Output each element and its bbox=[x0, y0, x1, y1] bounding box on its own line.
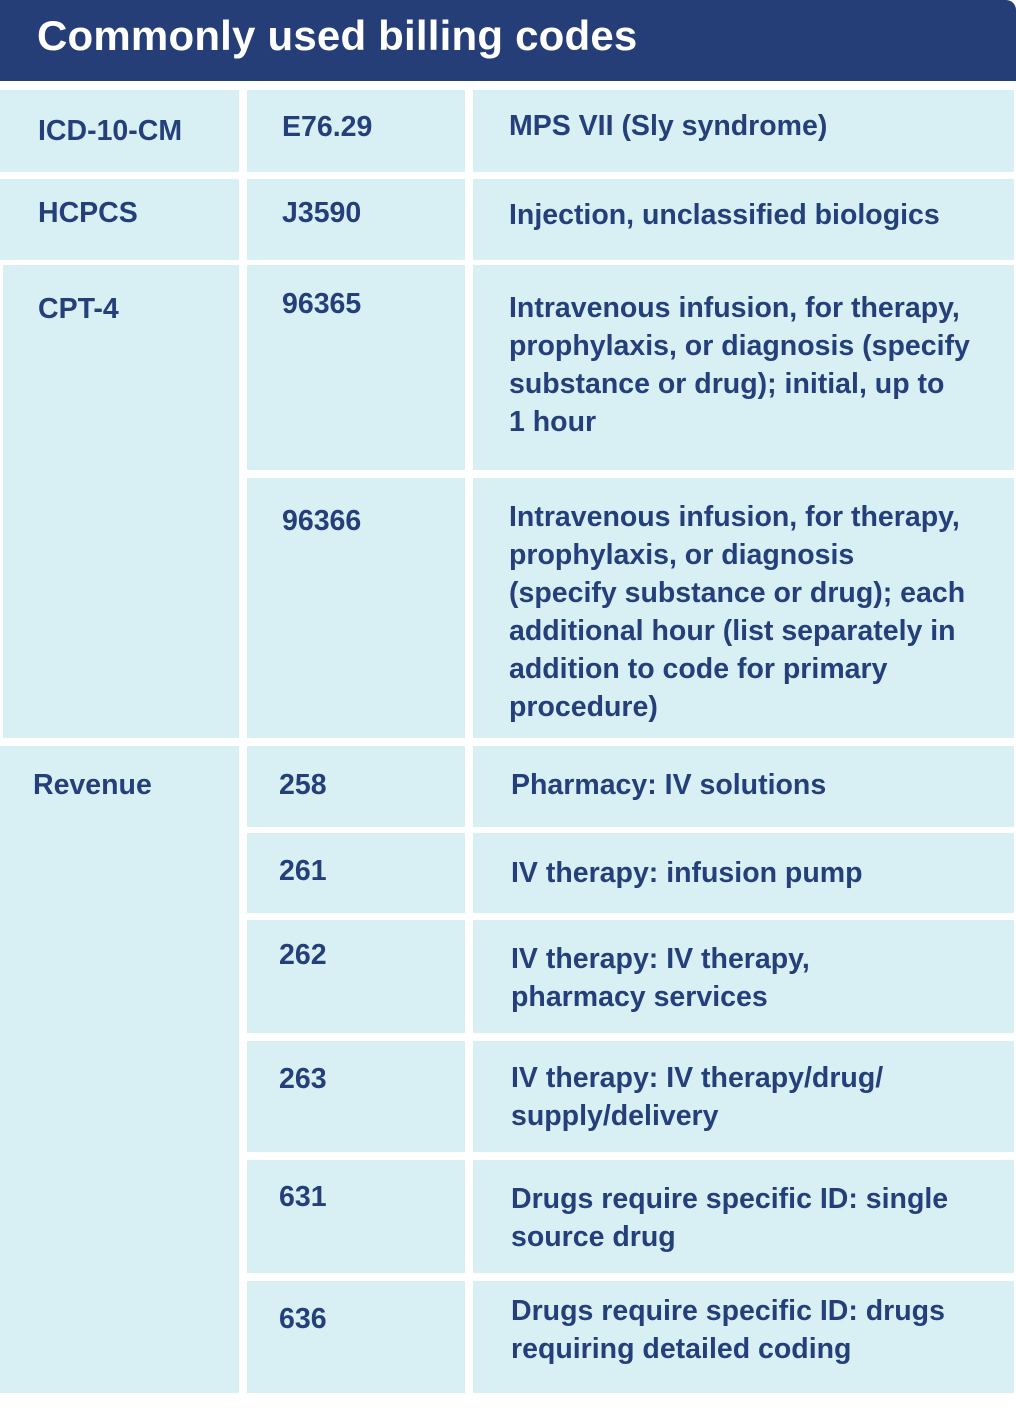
description-cell bbox=[473, 920, 1014, 1033]
code-cell bbox=[247, 1281, 465, 1393]
description-cell bbox=[473, 179, 1014, 260]
description-text: IV therapy: infusion pump bbox=[511, 857, 863, 889]
code-value: J3590 bbox=[282, 197, 362, 229]
group-label: ICD-10-CM bbox=[38, 115, 183, 147]
code-cell bbox=[247, 265, 465, 470]
code-value: 96366 bbox=[282, 505, 362, 537]
code-cell bbox=[247, 478, 465, 738]
group-cell-revenue bbox=[0, 746, 239, 1393]
code-cell bbox=[247, 1160, 465, 1273]
code-value: 96365 bbox=[282, 288, 362, 320]
code-value: 636 bbox=[279, 1303, 327, 1335]
description-text: Injection, unclassified biologics bbox=[509, 199, 940, 231]
description-cell bbox=[473, 265, 1014, 470]
description-text: Intravenous infusion, for therapy, prophylaxis, or diagnosis (specify substance or drug); each additional hour (list separately in addition to code for primary procedure) bbox=[509, 501, 966, 723]
description-text: Intravenous infusion, for therapy, prophylaxis, or diagnosis (specify substance or drug); initial, up to 1 hour bbox=[509, 292, 970, 438]
group-label: Revenue bbox=[33, 769, 152, 801]
group-cell-cpt bbox=[3, 265, 239, 738]
description-cell bbox=[473, 1281, 1014, 1393]
description-text: Pharmacy: IV solutions bbox=[511, 769, 827, 801]
code-value: 258 bbox=[279, 769, 327, 801]
description-cell bbox=[473, 833, 1014, 913]
group-label: CPT-4 bbox=[38, 293, 119, 325]
description-cell bbox=[473, 1160, 1014, 1273]
description-cell bbox=[473, 478, 1014, 738]
code-cell bbox=[247, 920, 465, 1033]
code-value: 631 bbox=[279, 1181, 327, 1213]
description-cell bbox=[473, 90, 1014, 172]
description-text: IV therapy: IV therapy, pharmacy services bbox=[511, 943, 810, 1013]
description-text: Drugs require specific ID: single source drug bbox=[511, 1183, 949, 1253]
code-cell bbox=[247, 833, 465, 913]
code-value: 261 bbox=[279, 855, 327, 887]
group-cell-hcpcs bbox=[0, 179, 239, 260]
description-cell bbox=[473, 1041, 1014, 1152]
code-cell bbox=[247, 179, 465, 260]
description-text: IV therapy: IV therapy/drug/ supply/delivery bbox=[511, 1062, 884, 1132]
table-header bbox=[0, 0, 1016, 81]
description-text: MPS VII (Sly syndrome) bbox=[509, 110, 828, 142]
description-cell bbox=[473, 746, 1014, 827]
code-value: 263 bbox=[279, 1063, 327, 1095]
code-value: 262 bbox=[279, 939, 327, 971]
description-text: Drugs require specific ID: drugs requiring detailed coding bbox=[511, 1295, 945, 1365]
group-cell-icd bbox=[0, 90, 239, 172]
table-title: Commonly used billing codes bbox=[37, 12, 638, 59]
code-cell bbox=[247, 90, 465, 172]
code-cell bbox=[247, 1041, 465, 1152]
group-label: HCPCS bbox=[38, 197, 138, 229]
code-value: E76.29 bbox=[282, 111, 373, 143]
code-cell bbox=[247, 746, 465, 827]
